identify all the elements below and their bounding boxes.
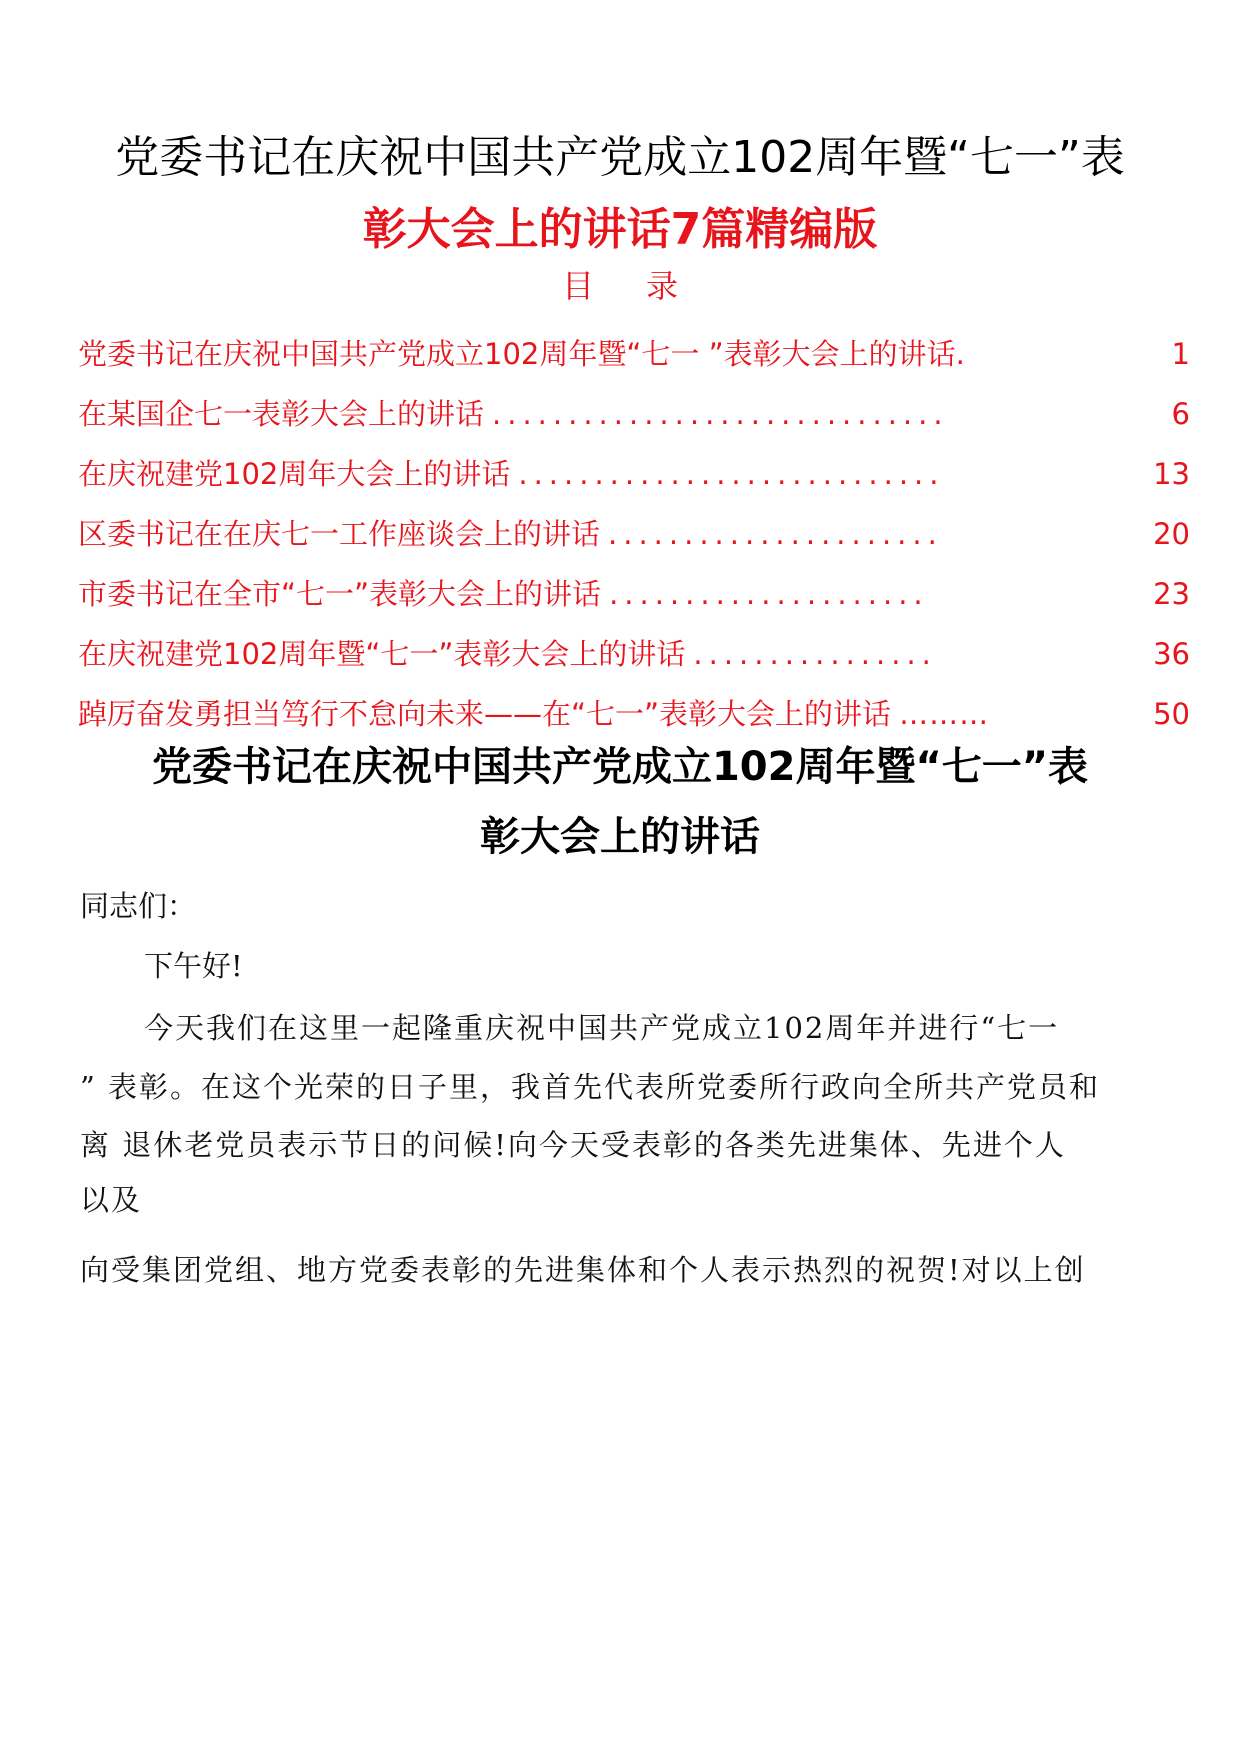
toc-entry[interactable]: [78, 564, 1190, 624]
salutation: 同志们：: [80, 889, 197, 923]
toc-entry-page: 6: [1171, 397, 1190, 431]
document-title-line-2: 彰大会上的讲话7篇精编版: [362, 204, 878, 255]
toc-heading: 目录: [561, 267, 730, 305]
document-title-line-1: 党委书记在庆祝中国共产党成立102周年暨“七一”表: [115, 132, 1125, 183]
toc-entry[interactable]: [78, 624, 1190, 684]
toc-entry-page: 23: [1153, 577, 1190, 611]
toc-entry-title: 党委书记在庆祝中国共产党成立102周年暨“七一 ”表彰大会上的讲话: [78, 337, 956, 371]
toc-entry-page: 50: [1153, 697, 1190, 731]
toc-entry-leader: ................: [693, 637, 937, 671]
toc-entry-leader: ………: [899, 697, 990, 731]
toc-entry-title: 踔厉奋发勇担当笃行不怠向未来——在“七一”表彰大会上的讲话: [78, 697, 892, 731]
paragraph-line: 以及: [80, 1183, 143, 1217]
toc-entry[interactable]: [78, 444, 1190, 504]
table-of-contents: [78, 324, 1190, 744]
toc-entry-page: 13: [1153, 457, 1190, 491]
paragraph-line: 离 退休老党员表示节日的问候!向今天受表彰的各类先进集体、先进个人: [80, 1128, 1066, 1162]
section-title-line-1: 党委书记在庆祝中国共产党成立102周年暨“七一”表: [151, 744, 1089, 790]
toc-entry-title: 市委书记在全市“七一”表彰大会上的讲话: [78, 577, 602, 611]
paragraph-line: ” 表彰。在这个光荣的日子里，我首先代表所党委所行政向全所共产党员和: [80, 1070, 1101, 1104]
toc-entry[interactable]: [78, 504, 1190, 564]
toc-entry[interactable]: [78, 324, 1190, 384]
toc-entry-page: 1: [1171, 337, 1190, 371]
greeting: 下午好!: [144, 949, 243, 983]
toc-entry-leader: .....................: [609, 577, 929, 611]
toc-entry[interactable]: [78, 684, 1190, 744]
toc-entry-leader: ......................: [608, 517, 943, 551]
paragraph-line: 今天我们在这里一起隆重庆祝中国共产党成立102周年并进行“七一: [144, 1011, 1060, 1045]
section-title-line-2: 彰大会上的讲话: [480, 814, 760, 860]
paragraph-line: 向受集团党组、地方党委表彰的先进集体和个人表示热烈的祝贺!对以上创: [80, 1253, 1086, 1287]
toc-entry-page: 20: [1153, 517, 1190, 551]
toc-entry-title: 在庆祝建党102周年大会上的讲话: [78, 457, 511, 491]
toc-entry-leader: ............................: [518, 457, 945, 491]
toc-entry-page: 36: [1153, 637, 1190, 671]
toc-entry[interactable]: [78, 384, 1190, 444]
toc-entry-title: 在某国企七一表彰大会上的讲话: [78, 397, 485, 431]
toc-entry-leader: ..............................: [492, 397, 949, 431]
toc-entry-title: 在庆祝建党102周年暨“七一”表彰大会上的讲话: [78, 637, 686, 671]
toc-entry-title: 区委书记在在庆七一工作座谈会上的讲话: [78, 517, 601, 551]
toc-entry-leader: .: [955, 337, 965, 371]
